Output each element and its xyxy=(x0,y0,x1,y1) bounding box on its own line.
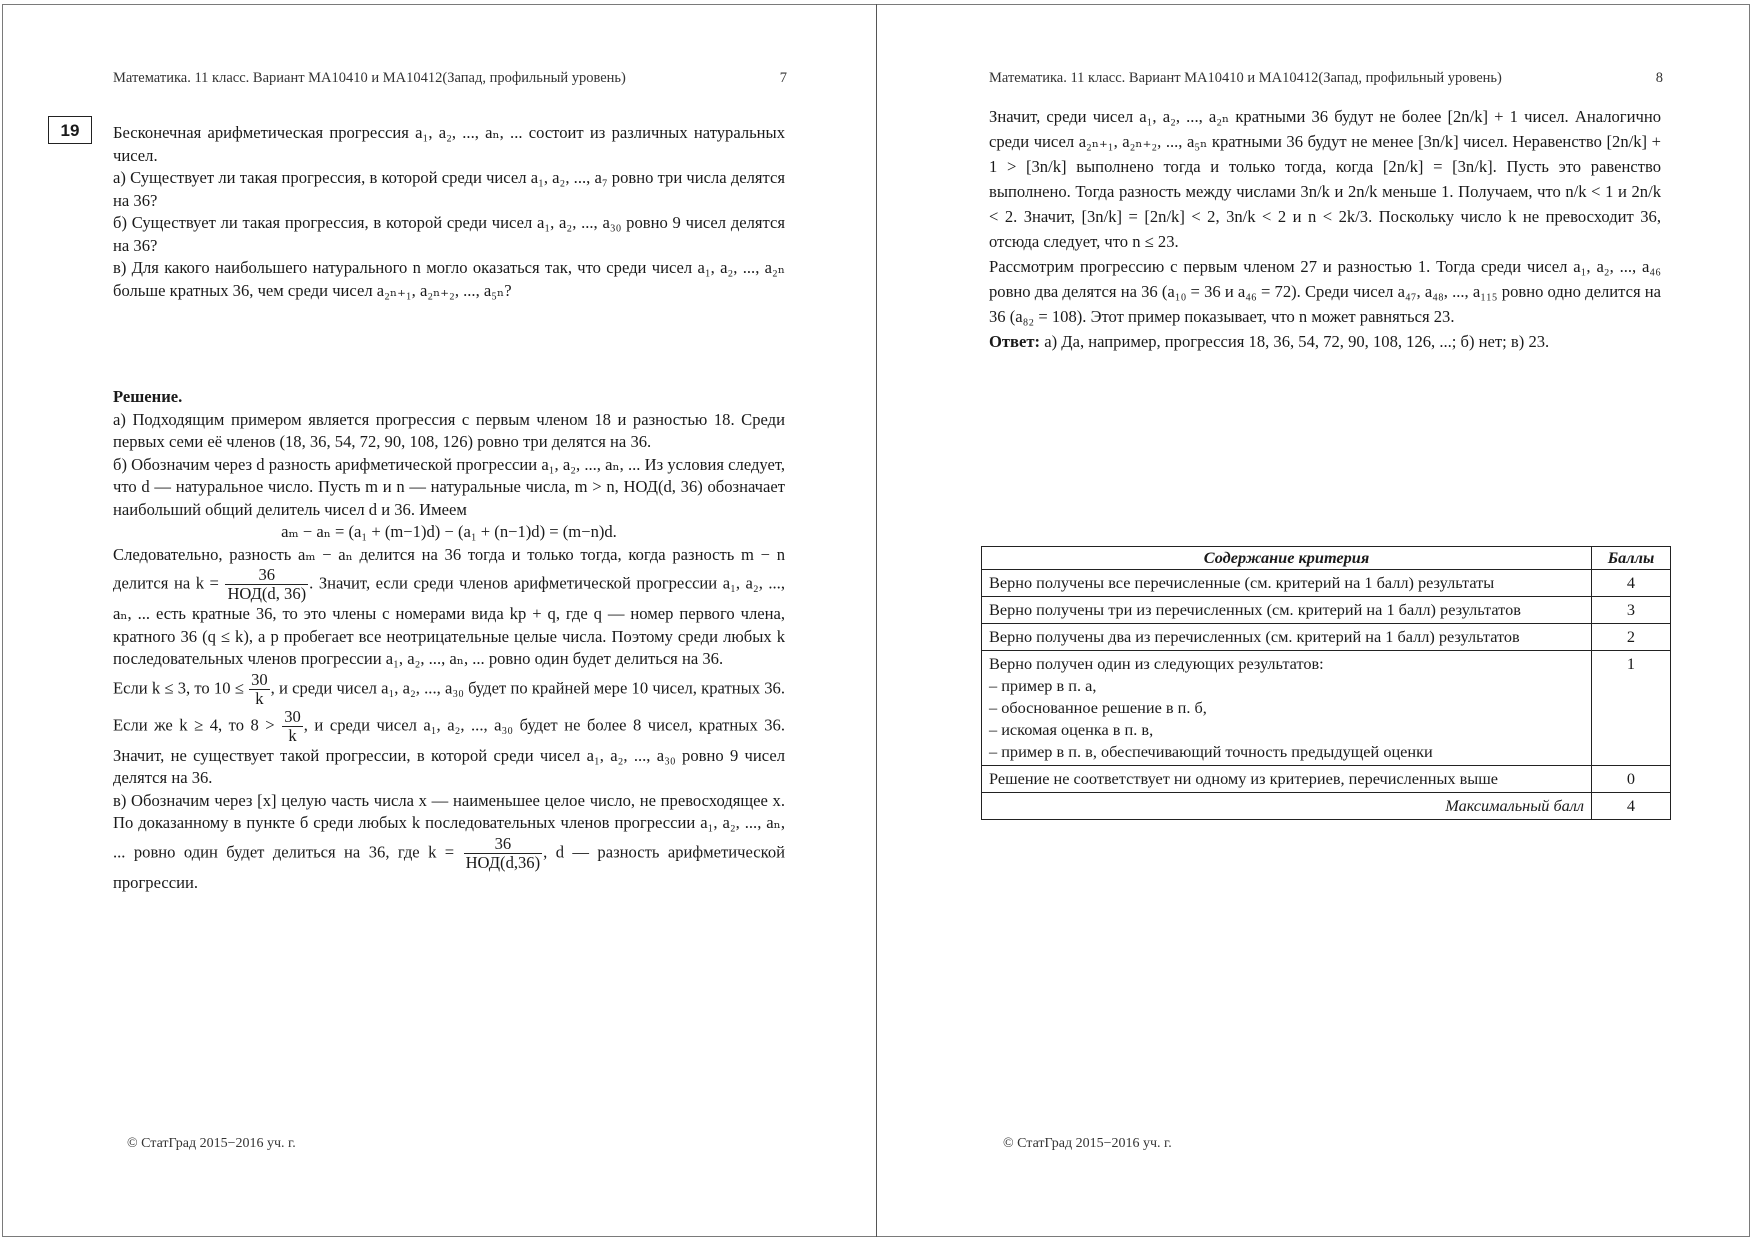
frac-numerator: 30 xyxy=(251,669,268,689)
solution xyxy=(113,386,785,894)
task-intro: Бесконечная арифметическая прогрессия a₁, a₂, ..., aₙ, ... состоит из различных натуральных чисел. xyxy=(113,123,785,165)
solution-part-a: а) Подходящим примером является прогрессия с первым членом 18 и разностью 18. Среди первых семи её членов (18, 36, 54, 72, 90, 108, 126) ровно три делятся на 36. xyxy=(113,409,785,451)
solution-part-c xyxy=(113,790,785,895)
criteria-text: Верно получены все перечисленные (см. критерий на 1 балл) результаты xyxy=(982,570,1592,597)
left-footer: © СтатГрад 2015−2016 уч. г. xyxy=(127,1136,296,1151)
task-part-c: в) Для какого наибольшего натурального n могло оказаться так, что среди чисел a₁, a₂, ..., a₂ₙ больше кратных 36, чем среди чисел a₂ₙ₊₁, a₂ₙ₊₂, ..., a₅ₙ? xyxy=(113,258,785,300)
c1-text: в) Обозначим через [x] целую часть числа x — наименьшее целое число, не превосходящее x. По доказанному в пункте б среди любых k последовательных членов прогрессии a₁, a₂, ..., aₙ, ... ровно один будет делиться на xyxy=(113,790,785,861)
solution-part-b-3 xyxy=(113,671,785,790)
criteria-text: Верно получены два из перечисленных (см. критерий на 1 балл) результатов xyxy=(982,624,1592,651)
criteria-row1-item: – искомая оценка в п. в, xyxy=(989,720,1154,739)
criteria-row1-item: – пример в п. в, обеспечивающий точность предыдущей оценки xyxy=(989,742,1433,761)
solution-formula: aₘ − aₙ = (a₁ + (m−1)d) − (a₁ + (n−1)d) = (m−n)d. xyxy=(281,522,617,541)
c1-text-end: 36, где k = xyxy=(368,841,455,861)
k-fraction-numerator: 36 xyxy=(225,566,308,585)
solution-heading: Решение. xyxy=(113,387,183,406)
criteria-row xyxy=(982,597,1671,624)
left-running-header xyxy=(113,70,785,87)
task-statement xyxy=(113,122,785,302)
solution-part-c-continued: Значит, среди чисел a₁, a₂, ..., a₂ₙ кратными 36 будут не более [2n/k] + 1 чисел. Аналогично среди чисел a₂ₙ₊₁, a₂ₙ₊₂, ..., a₅ₙ кратными 36 будут не менее [3n/k] чисел. Неравенство [2n/k] + 1 > [3n/k] выполнено тогда и только тогда, когда [2n/k] = [3n/k]. Пусть это равенство выполнено. Тогда разность между числами 3n/k и 2n/k меньше 1. Получаем, что n/k < 1 и 2n/k < 2. Значит, [3n/k] = [2n/k] < 2, 3n/k < 2 и n < 2k/3. Поскольку число k не превосходит 36, отсюда следует, что n ≤ 23. xyxy=(989,107,1661,251)
answer-text: а) Да, например, прогрессия 18, 36, 54, 72, 90, 108, 126, ...; б) нет; в) 23. xyxy=(1044,332,1550,351)
task-number-badge: 19 xyxy=(48,116,92,144)
frac-numerator: 30 xyxy=(284,706,301,726)
criteria-table xyxy=(981,546,1671,820)
criteria-row xyxy=(982,766,1671,793)
right-footer: © СтатГрад 2015−2016 уч. г. xyxy=(1003,1136,1172,1151)
frac-30-k-1 xyxy=(249,671,270,708)
solution-part-b-1: б) Обозначим через d разность арифметической прогрессии a₁, a₂, ..., aₙ, ... Из условия следует, что d — натуральное число. Пусть m и n — натуральные числа, m > n, НОД(d, 36) обозначает наибольший общий делитель чисел d и 36. Имеем xyxy=(113,454,785,519)
criteria-max-row xyxy=(982,793,1671,820)
criteria-points: 0 xyxy=(1592,766,1671,793)
right-running-header xyxy=(989,70,1661,87)
answer-label: Ответ: xyxy=(989,332,1041,351)
b2-text-pre: Следовательно, разность aₘ − aₙ делится на 36 тогда и только тогда, когда разность m − n делится на k = xyxy=(113,544,785,593)
solution-part-b-2 xyxy=(113,544,785,671)
criteria-row1-head: Верно получен один из следующих результатов: xyxy=(989,654,1324,673)
criteria-col-points: Баллы xyxy=(1592,547,1671,570)
criteria-header-row xyxy=(982,547,1671,570)
k-fraction-2 xyxy=(464,835,543,872)
b3-text-mid: , и среди чисел a₁, a₂, ..., a₃₀ будет по крайней мере 10 чисел, кратных 36. Если же k ≥ 4, то 8 > xyxy=(113,677,785,734)
frac-numerator: 36 xyxy=(464,835,543,854)
criteria-row xyxy=(982,570,1671,597)
criteria-points: 1 xyxy=(1592,651,1671,766)
k-fraction-denominator: НОД(d, 36) xyxy=(227,584,307,603)
right-header-title: Математика. 11 класс. Вариант МА10410 и МА10412(Запад, профильный уровень) xyxy=(989,70,1502,86)
frac-denominator: НОД(d,36) xyxy=(465,852,541,872)
criteria-text: Верно получены три из перечисленных (см. критерий на 1 балл) результатов xyxy=(982,597,1592,624)
criteria-row xyxy=(982,624,1671,651)
task-part-b: б) Существует ли такая прогрессия, в которой среди чисел a₁, a₂, ..., a₃₀ ровно 9 чисел делятся на 36? xyxy=(113,213,785,255)
max-score-value: 4 xyxy=(1592,793,1671,820)
left-page-number: 7 xyxy=(779,70,787,86)
example-paragraph: Рассмотрим прогрессию с первым членом 27 и разностью 1. Тогда среди чисел a₁, a₂, ..., a₄₆ ровно два делятся на 36 (a₁₀ = 36 и a₄₆ = 72). Среди чисел a₄₇, a₄₈, ..., a₁₁₅ ровно одно делится на 36 (a₈₂ = 108). Этот пример показывает, что n может равняться 23. xyxy=(989,257,1661,326)
right-page-number: 8 xyxy=(1655,70,1663,86)
task-part-a: а) Существует ли такая прогрессия, в которой среди чисел a₁, a₂, ..., a₇ ровно три числа делятся на 36? xyxy=(113,168,785,210)
criteria-text xyxy=(982,651,1592,766)
answer-paragraph xyxy=(989,329,1661,354)
frac-denominator: k xyxy=(288,725,297,745)
criteria-points: 3 xyxy=(1592,597,1671,624)
b3-text-post: , и среди чисел a₁, a₂, ..., a₃₀ будет не более 8 чисел, кратных 36. Значит, не существует такой прогрессии, в которой среди чисел a₁, a₂, ..., a₃₀ ровно 9 чисел делятся на 36. xyxy=(113,714,786,787)
k-fraction xyxy=(225,566,308,603)
frac-denominator: k xyxy=(255,688,264,708)
spread-divider xyxy=(876,4,877,1237)
left-header-title: Математика. 11 класс. Вариант МА10410 и МА10412(Запад, профильный уровень) xyxy=(113,70,626,86)
criteria-points: 4 xyxy=(1592,570,1671,597)
criteria-col-content: Содержание критерия xyxy=(982,547,1592,570)
criteria-row1-item: – пример в п. а, xyxy=(989,676,1097,695)
criteria-row1-item: – обоснованное решение в п. б, xyxy=(989,698,1207,717)
b3-text-pre: Если k ≤ 3, то 10 ≤ xyxy=(113,677,244,697)
left-page xyxy=(113,0,785,1239)
criteria-row xyxy=(982,651,1671,766)
solution-continued xyxy=(989,104,1661,354)
criteria-points: 2 xyxy=(1592,624,1671,651)
criteria-text: Решение не соответствует ни одному из критериев, перечисленных выше xyxy=(982,766,1592,793)
max-score-label: Максимальный балл xyxy=(982,793,1592,820)
c1-text-post: , d — разность арифметической прогрессии. xyxy=(113,841,786,892)
frac-30-k-2 xyxy=(282,708,303,745)
b2-text-post: . Значит, если среди членов арифметической прогрессии a₁, a₂, ..., aₙ, ... есть кратные 36, то это члены с номерами вида kp + q, где q — номер первого члена, кратного 36 (q ≤ k), а p пробегает все неотрицательные целые числа. Поэтому среди любых k последовательных членов прогрессии a₁, a₂, ..., aₙ, ... ровно один будет делиться на 36. xyxy=(113,573,785,668)
